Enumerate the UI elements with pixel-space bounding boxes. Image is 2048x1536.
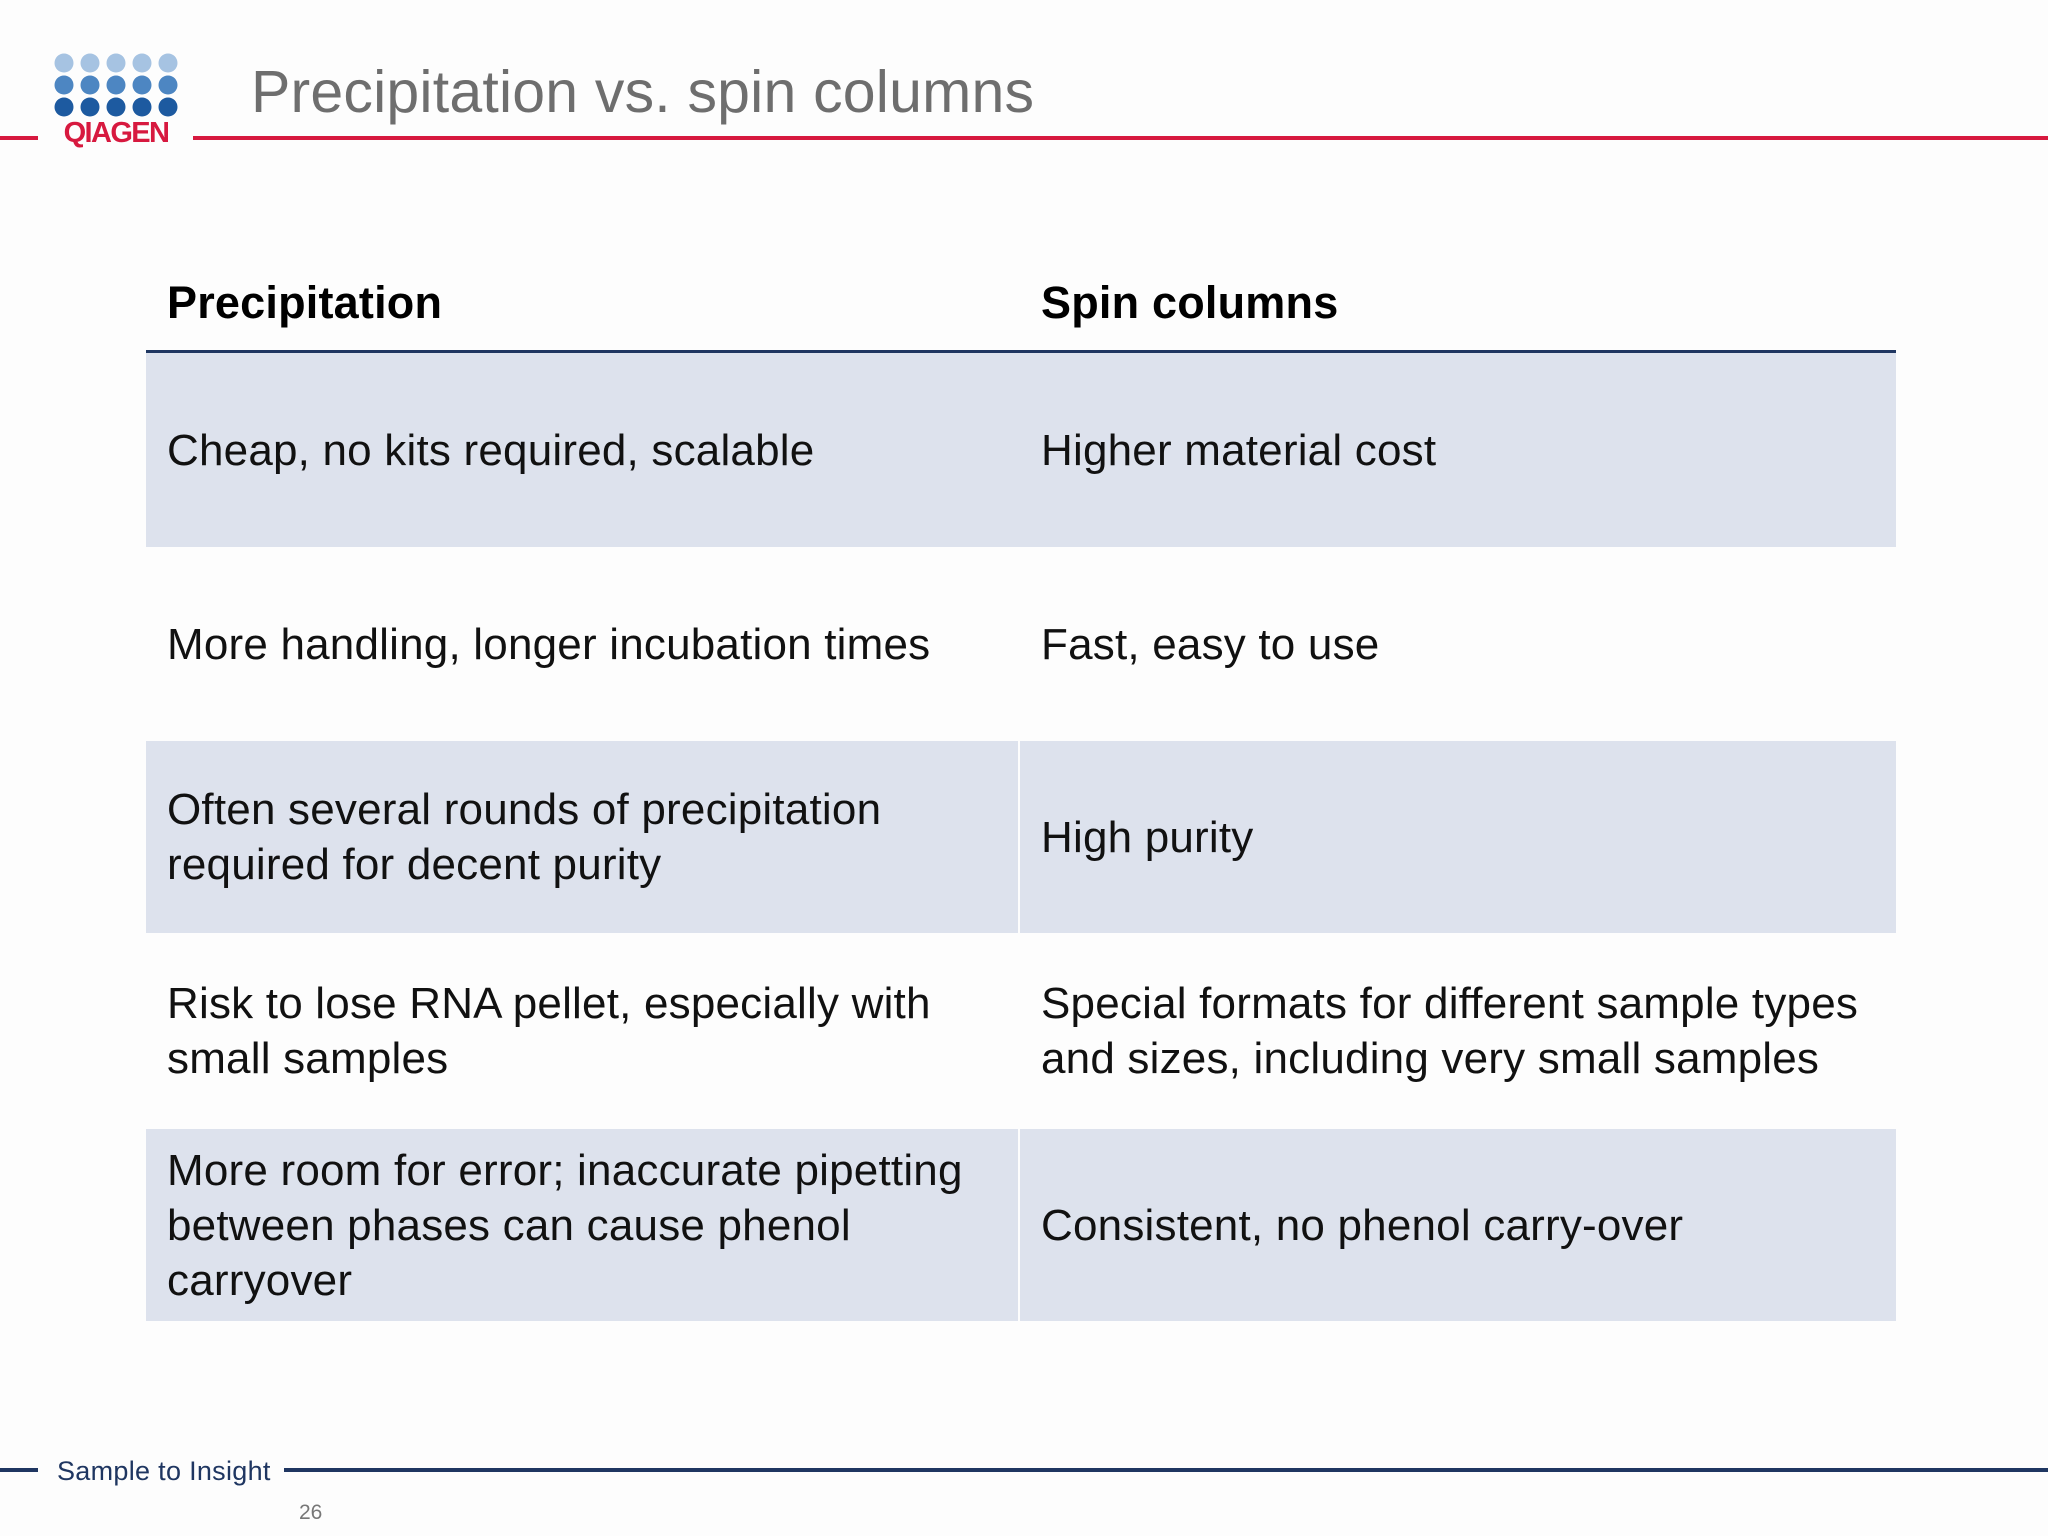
qiagen-logo bbox=[53, 53, 179, 153]
table-cell-precipitation: More room for error; inaccurate pipetting between phases can cause phenol carryover bbox=[146, 1129, 1018, 1321]
column-header-precipitation: Precipitation bbox=[167, 277, 443, 328]
table-row bbox=[146, 547, 1896, 741]
table-cell-precipitation: Cheap, no kits required, scalable bbox=[146, 353, 1896, 547]
logo-dot bbox=[159, 54, 178, 73]
table-cell-precipitation: Often several rounds of precipitation required for decent purity bbox=[146, 741, 1018, 933]
logo-dot bbox=[107, 98, 126, 117]
header-rule-left bbox=[0, 136, 38, 140]
logo-dot bbox=[159, 98, 178, 117]
dot-grid-logo-icon bbox=[53, 53, 179, 119]
logo-dot bbox=[107, 76, 126, 95]
logo-dot bbox=[55, 54, 74, 73]
table-cell-spin-columns: Consistent, no phenol carry-over bbox=[1020, 1129, 1896, 1321]
logo-wordmark: QIAGEN bbox=[63, 117, 169, 149]
logo-dot bbox=[81, 98, 100, 117]
table-cell-spin-columns: Higher material cost bbox=[1020, 353, 1896, 547]
table-row bbox=[146, 741, 1896, 933]
column-header-spin-columns: Spin columns bbox=[1041, 277, 1339, 328]
logo-dot bbox=[133, 76, 152, 95]
slide-title: Precipitation vs. spin columns bbox=[251, 59, 1035, 125]
table-cell-spin-columns: High purity bbox=[1020, 741, 1896, 933]
logo-dot bbox=[81, 54, 100, 73]
footer-tagline: Sample to Insight bbox=[57, 1456, 271, 1486]
table-row bbox=[146, 353, 1896, 547]
table-row bbox=[146, 1129, 1896, 1321]
logo-dot bbox=[81, 76, 100, 95]
logo-dot bbox=[159, 76, 178, 95]
page-number: 26 bbox=[299, 1501, 323, 1524]
logo-dot bbox=[107, 54, 126, 73]
table-cell-spin-columns: Fast, easy to use bbox=[1041, 619, 1380, 669]
footer-rule-right bbox=[284, 1468, 2048, 1472]
table-row bbox=[146, 933, 1896, 1129]
table-cell-spin-columns: Special formats for different sample types and sizes, including very small samples bbox=[1041, 979, 1859, 1083]
logo-dot bbox=[55, 76, 74, 95]
header-rule-right bbox=[193, 136, 2048, 140]
logo-dot bbox=[55, 98, 74, 117]
logo-dot bbox=[133, 98, 152, 117]
comparison-table bbox=[146, 255, 1896, 1321]
footer-rule-left bbox=[0, 1468, 38, 1472]
logo-dot bbox=[133, 54, 152, 73]
table-cell-precipitation: More handling, longer incubation times bbox=[167, 619, 931, 669]
table-cell-precipitation: Risk to lose RNA pellet, especially with small samples bbox=[167, 979, 931, 1083]
table-header-row bbox=[146, 255, 1896, 353]
